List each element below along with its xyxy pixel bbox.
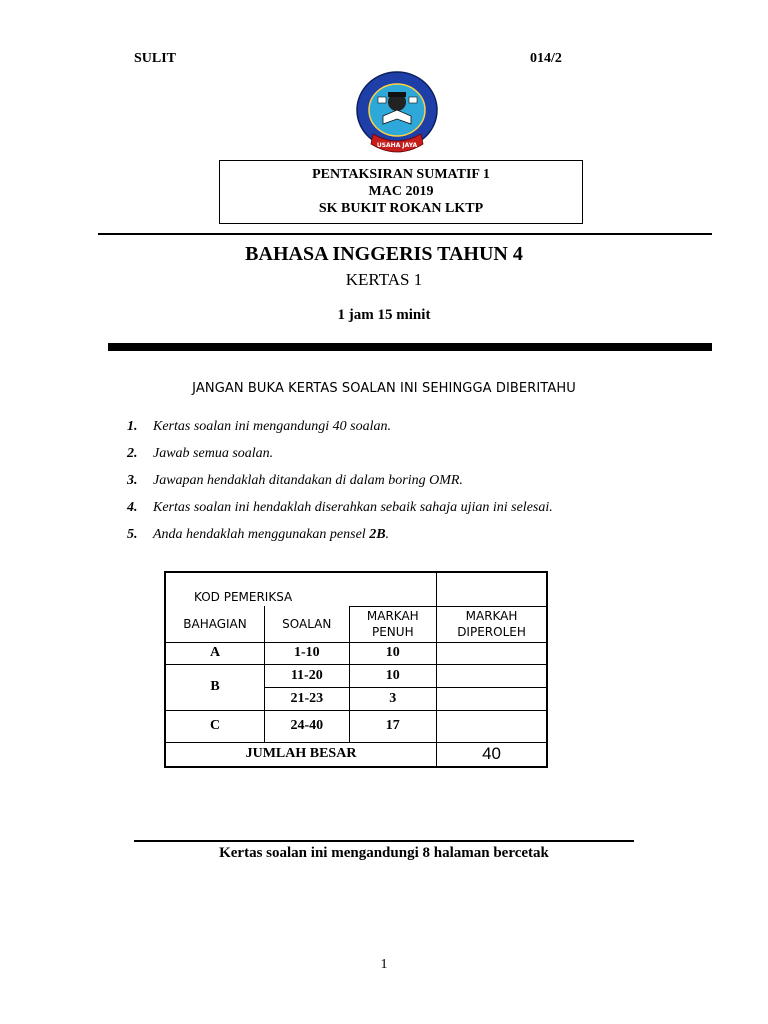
instruction-highlight: 2B [369, 527, 386, 542]
instruction-item [127, 525, 727, 552]
row-obtained-marks[interactable] [437, 664, 547, 687]
page-number: 1 [380, 957, 388, 972]
school-crest-icon [355, 70, 439, 160]
header-section: BAHAGIAN [165, 606, 265, 642]
instruction-text: Kertas soalan ini hendaklah diserahkan sebaik sahaja ujian ini selesai. [153, 500, 553, 515]
row-questions: 11-20 [265, 664, 350, 687]
subject-title: BAHASA INGGERIS TAHUN 4 [245, 243, 523, 265]
row-questions: 1-10 [265, 642, 350, 664]
assessment-school: SK BUKIT ROKAN LKTP [318, 201, 484, 216]
instruction-item [127, 417, 727, 444]
total-row [165, 742, 547, 767]
instruction-item [127, 498, 727, 525]
instruction-text: Jawapan hendaklah ditandakan di dalam boring OMR. [153, 473, 463, 488]
instruction-suffix: . [385, 527, 390, 542]
instructions-list [127, 417, 727, 552]
row-questions: 24-40 [265, 710, 350, 742]
row-section: A [165, 642, 265, 664]
paper-label: KERTAS 1 [345, 270, 423, 289]
divider-thick [108, 343, 712, 351]
assessment-title: PENTAKSIRAN SUMATIF 1 [312, 167, 490, 182]
row-obtained-marks[interactable] [437, 642, 547, 664]
instruction-text: Jawab semua soalan. [153, 446, 274, 461]
warning-notice: JANGAN BUKA KERTAS SOALAN INI SEHINGGA DIBERITAHU [192, 381, 576, 396]
row-section: B [165, 664, 265, 710]
instruction-number: 5. [127, 527, 138, 542]
table-row [165, 664, 547, 687]
page-count-note: Kertas soalan ini mengandungi 8 halaman bercetak [219, 845, 549, 861]
paper-code: 014/2 [530, 51, 562, 66]
row-full-marks: 3 [349, 687, 437, 710]
assessment-box [219, 160, 583, 224]
exam-duration: 1 jam 15 minit [337, 307, 431, 323]
row-obtained-marks[interactable] [437, 710, 547, 742]
marks-table [164, 571, 548, 768]
instruction-item [127, 471, 727, 498]
instruction-item [127, 444, 727, 471]
row-full-marks: 10 [349, 664, 437, 687]
row-full-marks: 17 [349, 710, 437, 742]
instruction-number: 4. [127, 500, 138, 515]
instruction-text-main: Anda hendaklah menggunakan pensel [153, 527, 370, 542]
total-label: JUMLAH BESAR [165, 742, 437, 767]
row-section: C [165, 710, 265, 742]
instruction-number: 2. [127, 446, 138, 461]
table-row [165, 710, 547, 742]
total-value: 40 [437, 742, 547, 767]
divider-top [98, 233, 712, 235]
instruction-number: 1. [127, 419, 138, 434]
header-full-marks: MARKAH PENUH [349, 606, 437, 642]
table-row [165, 642, 547, 664]
header-obtained-marks: MARKAH DIPEROLEH [437, 606, 547, 642]
assessment-date: MAC 2019 [368, 184, 434, 199]
row-questions: 21-23 [265, 687, 350, 710]
table-title: KOD PEMERIKSA [165, 572, 437, 606]
header-questions: SOALAN [265, 606, 350, 642]
row-obtained-marks[interactable] [437, 687, 547, 710]
instruction-text [153, 525, 389, 552]
crest-motto: USAHA JAYA [376, 142, 418, 149]
classification-label: SULIT [134, 51, 177, 66]
divider-bottom [134, 840, 634, 842]
instruction-number: 3. [127, 473, 138, 488]
row-full-marks: 10 [349, 642, 437, 664]
instruction-text: Kertas soalan ini mengandungi 40 soalan. [153, 419, 392, 434]
